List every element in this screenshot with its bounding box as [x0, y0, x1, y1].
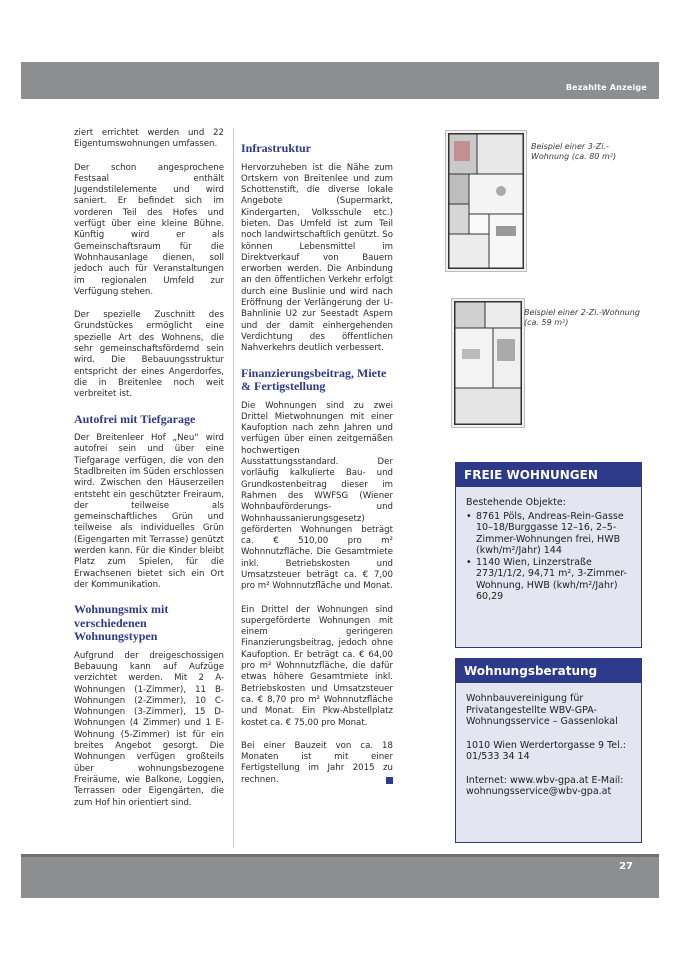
list-item: • 8761 Pöls, Andreas-Rein-Gasse 10–18/Burggasse 12–16, 2–5-Zimmer-Wohnungen frei, HWB (kwh/m²/Jahr) 144 — [466, 511, 631, 557]
section-heading: Infrastruktur — [241, 141, 312, 155]
paragraph: Der Breitenleer Hof „Neu“ wird autofrei sein und über eine Tiefgarage verfügen, die von den Stadlbreiten im Süden erschlossen wird. Zwischen den Häuserzeilen entsteht ein geschützter Freiraum, der teilweise als gemeinschaftliches Grün und teilweise als individuelles Grün (Eigengarten mit Terrasse) genützt werden kann. Für die Kinder bleibt Platz zum Spielen, für die Erwachsenen bietet sich ein Ort der Kommunikation. — [74, 433, 224, 590]
consultation-box — [455, 658, 642, 843]
floor-plan-3-room — [445, 130, 527, 272]
box-title: Wohnungsberatung — [456, 659, 641, 683]
floor-plan-caption: Beispiel einer 2-Zi.-Wohnung (ca. 59 m²) — [524, 308, 640, 327]
section-heading: Finanzierungsbeitrag, Miete & Fertigstellung — [241, 365, 387, 394]
paragraph — [241, 741, 393, 786]
closing-paragraph-text: Bei einer Bauzeit von ca. 18 Monaten ist mit einer Fertigstellung im Jahr 2015 zu rechnen. — [241, 740, 393, 785]
header-bar — [21, 62, 659, 99]
footer-bar — [21, 854, 659, 898]
column-divider — [233, 128, 234, 848]
paragraph: Aufgrund der dreigeschossigen Bebauung kann auf Aufzüge verzichtet werden. Mit 2 A-Wohnungen (1-Zimmer), 11 B-Wohnungen (2-Zimmer), 10 C-Wohnungen (3-Zimmer), 15 D-Wohnungen (4 Zimmer) und 1 E-Wohnung (5-Zimmer) ist für ein breites Angebot gesorgt. Die Wohnungen verfügen großteils über wohnungsbezogene Freiräume, wie Balkone, Loggien, Terrassen oder Eigengärten, die zum Hof hin orientiert sind. — [74, 650, 224, 808]
page-number: 27 — [619, 861, 633, 872]
box-title: FREIE WOHNUNGEN — [456, 463, 641, 487]
paragraph: ziert errichtet werden und 22 Eigentumswohnungen umfassen. — [74, 128, 224, 150]
free-apartments-box — [455, 462, 642, 648]
paragraph: Die Wohnungen sind zu zwei Drittel Mietwohnungen mit einer Kaufoption nach zehn Jahren und verfügen über einen zeitgemäßen hochwertigen Ausstattungsstandard. Der vorläufig kalkulierte Bau- und Grundkostenbeitrag dieser im Rahmen des WWFSG (Wiener Wohnbauförderungs- und Wohnhaussanierungsgesetz) geförderten Wohnungen beträgt ca. € 510,00 pro m² Wohnnutzfläche. Die Gesamtmiete inkl. Betriebskosten und Umsatzsteuer beträgt ca. € 7,00 pro m² Wohnnutzfläche und Monat. — [241, 400, 393, 592]
end-mark-icon — [386, 777, 393, 784]
objects-intro: Bestehende Objekte: — [466, 497, 566, 508]
section-heading: Wohnungsmix mit verschiedenen Wohnungstypen — [74, 602, 169, 644]
section-heading: Autofrei mit Tiefgarage — [74, 411, 196, 426]
address-block: 1010 Wien Werdertorgasse 9 Tel.: 01/533 34 14 — [466, 739, 626, 762]
paragraph: Ein Drittel der Wohnungen sind supergeförderte Wohnungen mit einem geringeren Finanzierungsbeitrag, jedoch ohne Kaufoption. Er beträgt ca. € 64,00 pro m² Wohnnutzfläche, die dafür etwas höhere Gesamtmiete inkl. Betriebskosten und Umsatzsteuer ca. € 8,70 pro m² Wohnnutzfläche und Monat. Ein Pkw-Abstellplatz kostet ca. € 75,00 pro Monat. — [241, 604, 393, 728]
text-column-middle — [241, 142, 393, 798]
floor-plan-caption: Beispiel einer 3-Zi.-Wohnung (ca. 80 m²) — [531, 142, 617, 161]
objects-list — [466, 511, 631, 603]
paragraph: Hervorzuheben ist die Nähe zum Ortskern von Breitenlee und zum Schottenstift, die diverse lokale Angebote (Supermarkt, Kindergarten, Volksschule etc.) bieten. Das Umfeld ist zum Teil noch landwirtschaftlich genützt. So können Lebensmittel im Direktverkauf von Bauern erworben werden. Die Anbindung an den öffentlichen Verkehr erfolgt durch eine Buslinie und wird nach Eröffnung der Verlängerung der U-Bahnlinie U2 zur Seestadt Aspern und der damit einhergehenden Verdichtung des öffentlichen Nahverkehrs deutlich verbessert. — [241, 162, 393, 354]
text-column-left — [74, 128, 224, 821]
organization-name: Wohnbauvereinigung für Privatangestellte WBV-GPA-Wohnungsservice – Gassenlokal — [466, 693, 618, 727]
floor-plan-2-room — [451, 298, 525, 428]
contact-block: Internet: www.wbv-gpa.at E-Mail: wohnungsservice@wbv-gpa.at — [466, 774, 624, 797]
paid-ad-label: Bezahlte Anzeige — [565, 83, 647, 92]
paragraph: Der schon angesprochene Festsaal enthält Jugendstilelemente und wird saniert. Er befindet sich im vorderen Teil des Hofes und verfügt über eine kleine Bühne. Künftig wird er als Gemeinschaftsraum für die Wohnhausanlage dienen, soll jedoch auch für Veranstaltungen im regionalen Umfeld zur Verfügung stehen. — [74, 162, 224, 297]
paragraph: Der spezielle Zuschnitt des Grundstückes ermöglicht eine spezielle Art des Wohnens, die sehr gemeinschaftsfördernd sein wird. Die Bebauungsstruktur entspricht der eines Angerdorfes, die in Breitenlee noch weit verbreitet ist. — [74, 310, 224, 400]
list-item: • 1140 Wien, Linzerstraße 273/1/1/2, 94,71 m², 3-Zimmer-Wohnung, HWB (kwh/m²/Jahr) 60,29 — [466, 557, 631, 603]
